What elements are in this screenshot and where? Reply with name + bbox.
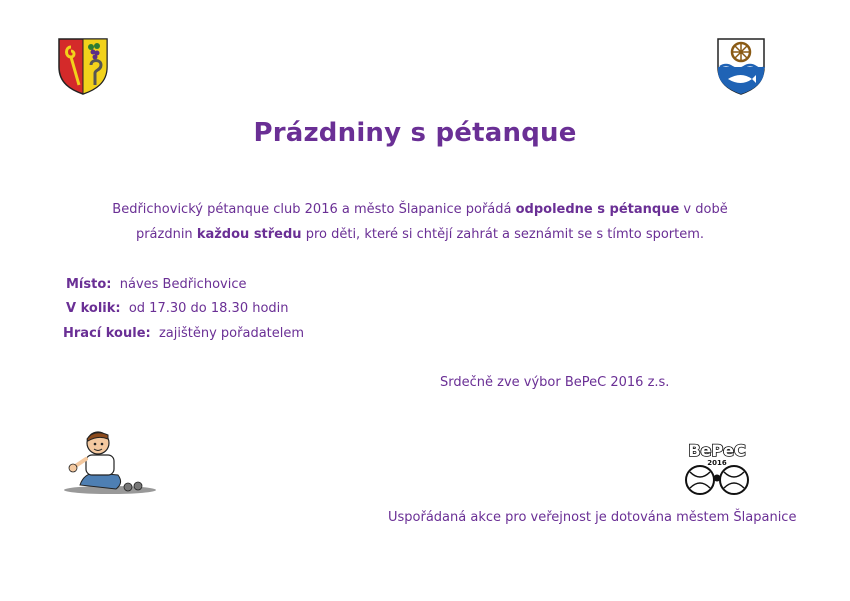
detail-label: Hrací koule: — [63, 326, 151, 341]
detail-value: náves Bedřichovice — [119, 277, 247, 292]
coat-of-arms-bedrichovice-icon — [57, 37, 109, 95]
detail-balls — [63, 326, 304, 341]
boy-with-petanque-balls-icon — [62, 427, 158, 497]
page-title: Prázdniny s pétanque — [253, 118, 577, 148]
intro-highlight: odpoledne s pétanque — [515, 202, 680, 217]
footer-note: Uspořádaná akce pro veřejnost je dotována městem Šlapanice — [388, 510, 797, 525]
intro-line-1 — [60, 202, 780, 217]
intro-highlight: každou středu — [196, 227, 302, 242]
detail-value: zajištěny pořadatelem — [158, 326, 305, 341]
bepec-logo-icon — [682, 438, 754, 498]
intro-text: prázdnin — [135, 227, 197, 242]
signature: Srdečně zve výbor BePeC 2016 z.s. — [440, 375, 670, 390]
intro-text: pro děti, které si chtějí zahrát a seznámit se s tímto sportem. — [301, 227, 705, 242]
detail-value: od 17.30 do 18.30 hodin — [128, 301, 289, 316]
logo-text: BePeC — [688, 441, 746, 460]
intro-text: Bedřichovický pétanque club 2016 a město Šlapanice pořádá — [112, 202, 516, 217]
coat-of-arms-slapanice-icon — [716, 37, 766, 95]
detail-label: Místo: — [66, 277, 112, 292]
detail-place — [66, 277, 246, 292]
detail-label: V kolik: — [66, 301, 121, 316]
intro-text: v době — [679, 202, 728, 217]
detail-time — [66, 301, 289, 316]
intro-line-2 — [60, 227, 780, 242]
logo-year: 2016 — [707, 459, 727, 467]
